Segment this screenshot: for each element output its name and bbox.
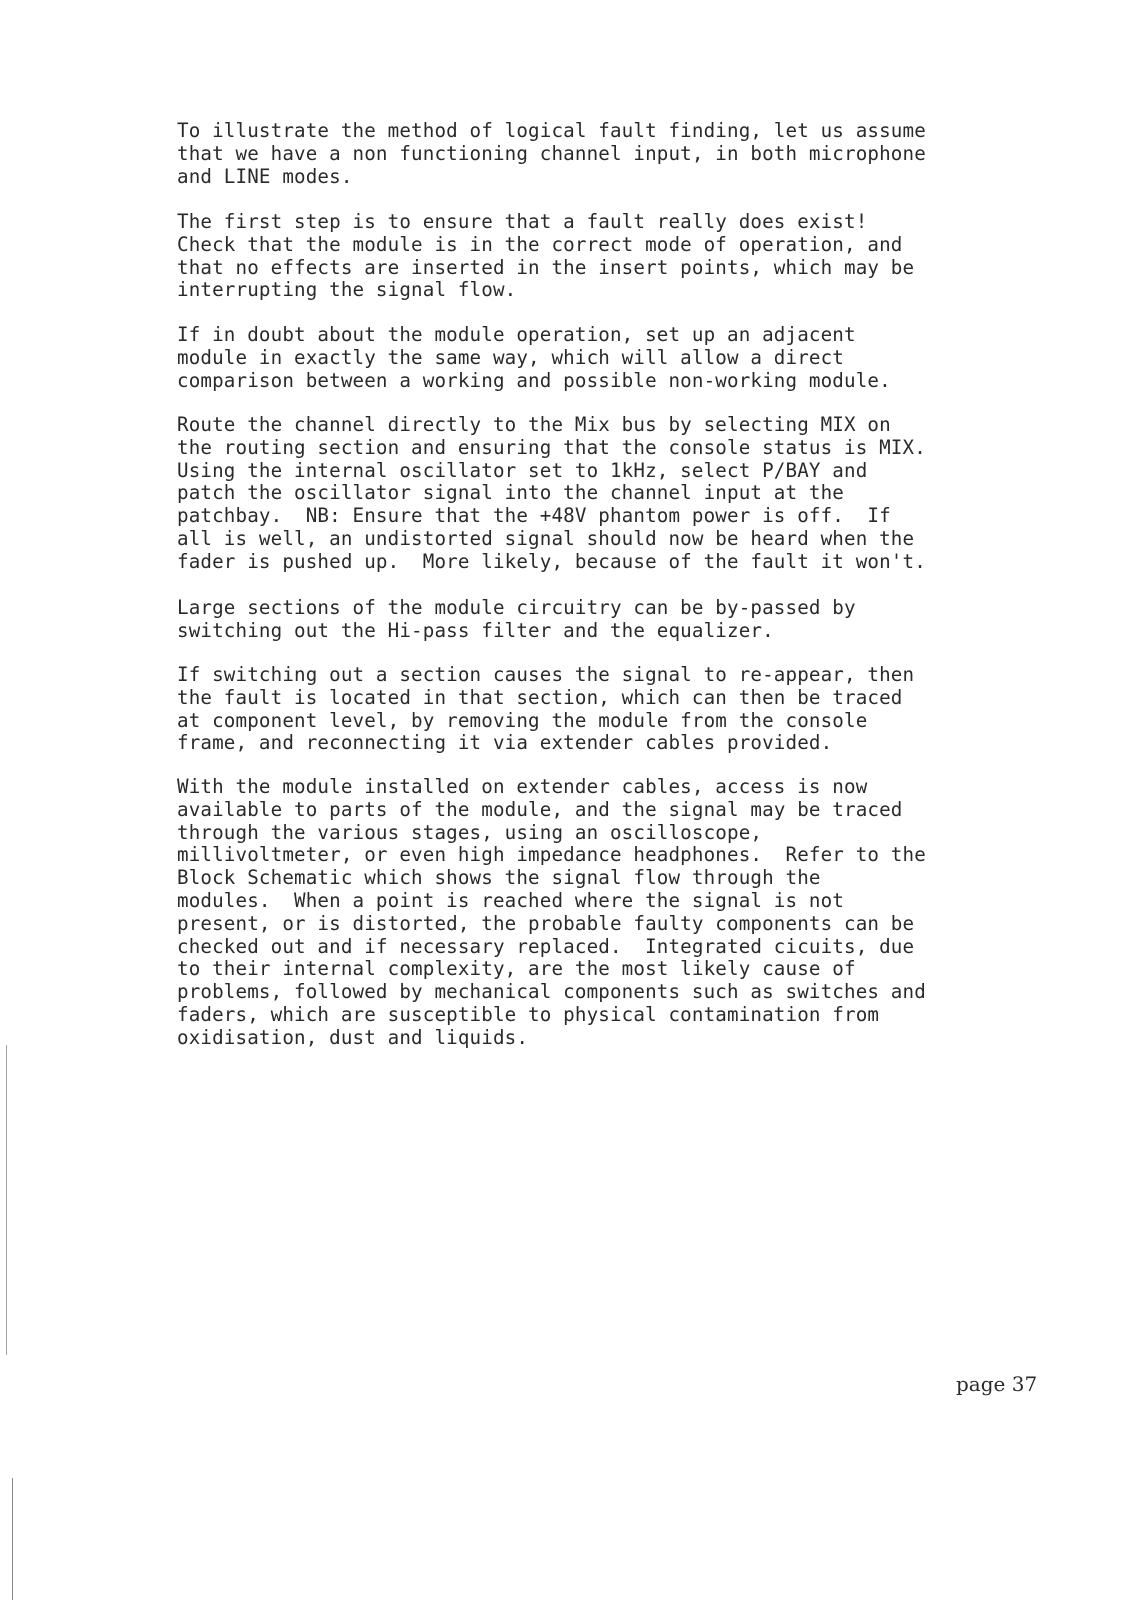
paragraph-line: at component level, by removing the module from the console xyxy=(177,708,868,732)
paragraph-line: modules. When a point is reached where the signal is not xyxy=(177,888,845,912)
paragraph-route-channel xyxy=(177,414,1057,574)
paragraph-line: Route the channel directly to the Mix bus by selecting MIX on xyxy=(177,413,891,436)
paragraph-line: interrupting the signal flow. xyxy=(177,278,517,302)
paragraph-line: The first step is to ensure that a fault really does exist! xyxy=(177,210,868,233)
paragraph-line: patchbay. NB: Ensure that the +48V phantom power is off. If xyxy=(177,504,891,528)
paragraph-first-step xyxy=(177,211,1057,302)
paragraph-line: the routing section and ensuring that the console status is MIX. xyxy=(177,435,926,459)
paragraph-line: all is well, an undistorted signal should now be heard when the xyxy=(177,526,915,550)
paragraph-line: comparison between a working and possible non-working module. xyxy=(177,368,891,392)
paragraph-line: Check that the module is in the correct mode of operation, and xyxy=(177,232,903,256)
paragraph-line: Large sections of the module circuitry can be by-passed by xyxy=(177,596,856,619)
scan-edge-line xyxy=(12,1478,13,1600)
paragraph-line: Block Schematic which shows the signal flow through the xyxy=(177,866,821,890)
paragraph-line: that we have a non functioning channel input, in both microphone xyxy=(177,141,926,165)
paragraph-extender-cables xyxy=(177,776,1057,1050)
paragraph-line: Using the internal oscillator set to 1kHz, select P/BAY and xyxy=(177,458,868,482)
paragraph-line: that no effects are inserted in the insert points, which may be xyxy=(177,255,915,279)
paragraph-line: To illustrate the method of logical fault finding, let us assume xyxy=(177,119,926,142)
paragraph-fault-finding-intro xyxy=(177,120,1057,188)
scan-edge-line xyxy=(6,1045,7,1355)
paragraph-line: to their internal complexity, are the most likely cause of xyxy=(177,957,856,981)
paragraph-line: switching out the Hi-pass filter and the equalizer. xyxy=(177,618,774,642)
paragraph-line: millivoltmeter, or even high impedance headphones. Refer to the xyxy=(177,843,926,867)
paragraph-line: fader is pushed up. More likely, because of the fault it won't. xyxy=(177,549,926,573)
paragraph-line: checked out and if necessary replaced. Integrated cicuits, due xyxy=(177,934,915,958)
paragraph-line: frame, and reconnecting it via extender cables provided. xyxy=(177,731,833,755)
paragraph-line: oxidisation, dust and liquids. xyxy=(177,1025,529,1049)
page-number: page 37 xyxy=(956,1372,1038,1396)
paragraph-line: module in exactly the same way, which will allow a direct xyxy=(177,345,845,369)
paragraph-adjacent-module xyxy=(177,324,1057,392)
paragraph-locate-fault xyxy=(177,664,1057,755)
paragraph-line: faders, which are susceptible to physical contamination from xyxy=(177,1002,880,1026)
paragraph-line: through the various stages, using an oscilloscope, xyxy=(177,820,763,844)
paragraph-line: problems, followed by mechanical components such as switches and xyxy=(177,980,926,1004)
paragraph-bypass-sections xyxy=(177,597,1057,643)
paragraph-line: patch the oscillator signal into the channel input at the xyxy=(177,481,845,505)
paragraph-line: If switching out a section causes the signal to re-appear, then xyxy=(177,663,915,686)
paragraph-line: With the module installed on extender cables, access is now xyxy=(177,775,868,798)
paragraph-line: If in doubt about the module operation, set up an adjacent xyxy=(177,323,856,346)
paragraph-line: present, or is distorted, the probable faulty components can be xyxy=(177,911,915,935)
paragraph-line: available to parts of the module, and the signal may be traced xyxy=(177,797,903,821)
paragraph-line: and LINE modes. xyxy=(177,164,353,188)
paragraph-line: the fault is located in that section, which can then be traced xyxy=(177,685,903,709)
